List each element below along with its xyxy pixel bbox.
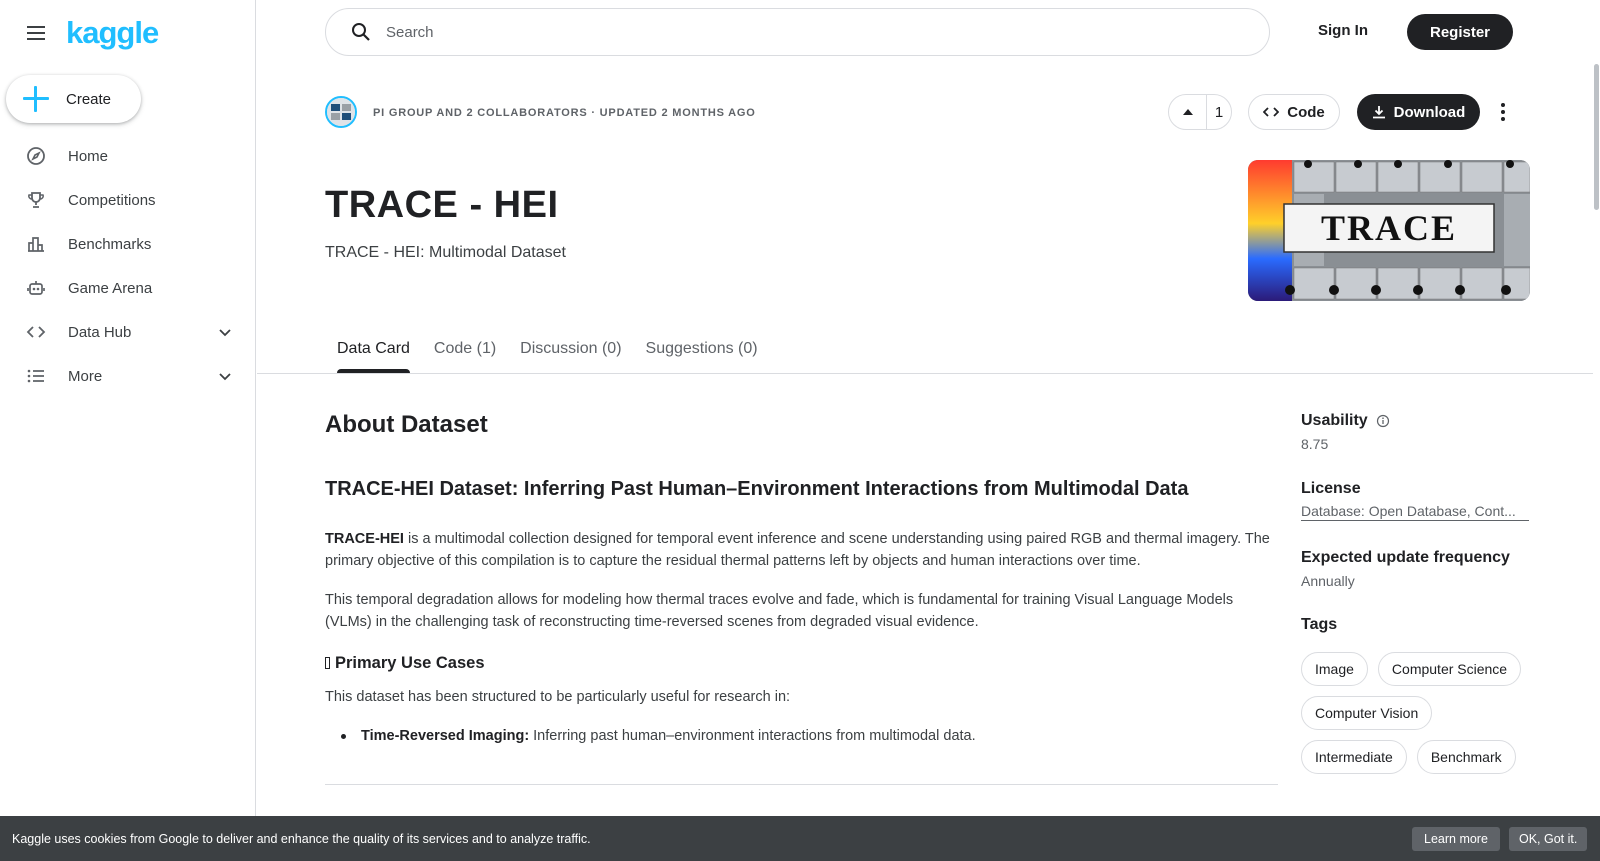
sidebar-item-data-hub[interactable] bbox=[0, 310, 255, 354]
upvote-widget bbox=[1168, 94, 1232, 130]
sidebar-item-more[interactable] bbox=[0, 354, 255, 398]
license-label: License bbox=[1301, 480, 1361, 497]
info-icon[interactable] bbox=[1376, 414, 1390, 428]
hamburger-menu-icon[interactable] bbox=[24, 21, 48, 45]
dataset-title: TRACE - HEI bbox=[325, 184, 559, 226]
owner-update-line: PI GROUP AND 2 COLLABORATORS · UPDATED 2 MONTHS AGO bbox=[373, 107, 756, 119]
license-link[interactable]: Database: Open Database, Cont... bbox=[1301, 503, 1529, 521]
content-divider bbox=[325, 784, 1278, 785]
create-label: Create bbox=[66, 90, 112, 108]
sidebar-item-home[interactable] bbox=[0, 134, 255, 178]
about-dataset-heading: About Dataset bbox=[325, 411, 488, 438]
list-item-text: Inferring past human–environment interactions from multimodal data. bbox=[533, 728, 976, 744]
learn-more-button[interactable]: Learn more bbox=[1412, 827, 1500, 851]
sidebar-item-label: Competitions bbox=[68, 191, 156, 209]
tab-discussion[interactable]: Discussion (0) bbox=[520, 340, 622, 357]
list-icon bbox=[26, 366, 46, 386]
sidebar-item-label: Benchmarks bbox=[68, 235, 152, 253]
use-cases-intro: This dataset has been structured to be particularly useful for research in: bbox=[325, 689, 791, 705]
tags-list bbox=[1301, 652, 1541, 774]
code-button[interactable] bbox=[1248, 94, 1340, 130]
tag-benchmark[interactable]: Benchmark bbox=[1417, 740, 1516, 774]
sidebar-item-game-arena[interactable] bbox=[0, 266, 255, 310]
caret-up-icon bbox=[1182, 107, 1194, 117]
usability-value: 8.75 bbox=[1301, 436, 1329, 452]
list-item-bold: Time-Reversed Imaging: bbox=[361, 728, 530, 744]
code-icon bbox=[1263, 104, 1279, 120]
update-frequency-value: Annually bbox=[1301, 573, 1355, 589]
dataset-cover-image bbox=[1248, 160, 1530, 301]
paragraph-1-text: is a multimodal collection designed for temporal event inference and scene understanding using paired RGB and thermal imagery. The primary objective of this compilation is to capture the residual thermal patterns left by objects and human interactions over time. bbox=[325, 531, 1270, 569]
dataset-tabs bbox=[337, 326, 758, 372]
tag-image[interactable]: Image bbox=[1301, 652, 1368, 686]
sidebar-item-competitions[interactable] bbox=[0, 178, 255, 222]
sidebar-item-label: Data Hub bbox=[68, 323, 132, 341]
list-item bbox=[341, 728, 976, 744]
cookie-banner bbox=[0, 816, 1600, 861]
tabs-divider bbox=[257, 373, 1593, 374]
robot-icon bbox=[26, 278, 46, 298]
code-button-label: Code bbox=[1287, 103, 1325, 121]
owner-avatar[interactable] bbox=[325, 96, 357, 128]
cover-title-text: TRACE bbox=[1320, 208, 1458, 248]
download-icon bbox=[1372, 105, 1386, 119]
chevron-down-icon[interactable] bbox=[217, 324, 233, 340]
tab-code[interactable]: Code (1) bbox=[433, 340, 497, 357]
code-brackets-icon bbox=[26, 322, 46, 342]
tag-computer-science[interactable]: Computer Science bbox=[1378, 652, 1521, 686]
bar-chart-icon bbox=[26, 234, 46, 254]
ok-got-it-button[interactable]: OK, Got it. bbox=[1509, 827, 1587, 851]
sidebar-item-label: More bbox=[68, 367, 103, 385]
use-cases-heading-text: Primary Use Cases bbox=[335, 654, 485, 672]
sidebar bbox=[0, 0, 256, 861]
download-button[interactable] bbox=[1357, 94, 1480, 130]
register-button[interactable]: Register bbox=[1407, 14, 1513, 50]
use-cases-heading bbox=[325, 654, 485, 673]
more-options-icon[interactable] bbox=[1497, 100, 1509, 124]
search-input[interactable] bbox=[386, 24, 1236, 41]
description-paragraph-2: This temporal degradation allows for modeling how thermal traces evolve and fade, which is fundamental for training Visual Language Models (VLMs) in the challenging task of reconstructing time-reversed scenes from degraded visual evidence. bbox=[325, 592, 1234, 630]
tags-label: Tags bbox=[1301, 616, 1338, 633]
dataset-subtitle: TRACE - HEI: Multimodal Dataset bbox=[325, 244, 566, 261]
sign-in-button[interactable]: Sign In bbox=[1318, 22, 1368, 39]
trophy-icon bbox=[26, 190, 46, 210]
search-bar[interactable] bbox=[325, 8, 1270, 56]
cookie-text: Kaggle uses cookies from Google to deliver and enhance the quality of its services and to analyze traffic. bbox=[12, 831, 591, 846]
download-button-label: Download bbox=[1393, 103, 1466, 121]
dataset-description-heading: TRACE-HEI Dataset: Inferring Past Human–Environment Interactions from Multimodal Data bbox=[325, 478, 1189, 500]
page-scrollbar[interactable] bbox=[1594, 64, 1599, 210]
upvote-button[interactable] bbox=[1169, 95, 1207, 129]
tab-suggestions[interactable]: Suggestions (0) bbox=[645, 340, 758, 357]
missing-glyph-icon bbox=[325, 657, 330, 669]
tag-computer-vision[interactable]: Computer Vision bbox=[1301, 696, 1432, 730]
bullet-dot bbox=[341, 734, 346, 739]
usability-heading bbox=[1301, 412, 1390, 430]
compass-icon bbox=[26, 146, 46, 166]
usability-label: Usability bbox=[1301, 412, 1368, 429]
search-icon bbox=[350, 21, 372, 43]
chevron-down-icon[interactable] bbox=[217, 368, 233, 384]
sidebar-item-label: Home bbox=[68, 147, 109, 165]
vote-count[interactable]: 1 bbox=[1214, 103, 1224, 121]
sidebar-item-label: Game Arena bbox=[68, 279, 153, 297]
sidebar-nav bbox=[0, 134, 255, 398]
plus-icon bbox=[22, 85, 50, 113]
description-paragraph-1 bbox=[325, 528, 1275, 572]
kaggle-logo[interactable]: kaggle bbox=[66, 15, 159, 50]
create-button[interactable] bbox=[6, 75, 141, 123]
update-frequency-label: Expected update frequency bbox=[1301, 549, 1510, 566]
tab-data-card[interactable]: Data Card bbox=[337, 326, 410, 372]
sidebar-item-benchmarks[interactable] bbox=[0, 222, 255, 266]
sidebar-header bbox=[24, 16, 158, 50]
dataset-name-bold: TRACE-HEI bbox=[325, 531, 404, 547]
tag-intermediate[interactable]: Intermediate bbox=[1301, 740, 1407, 774]
